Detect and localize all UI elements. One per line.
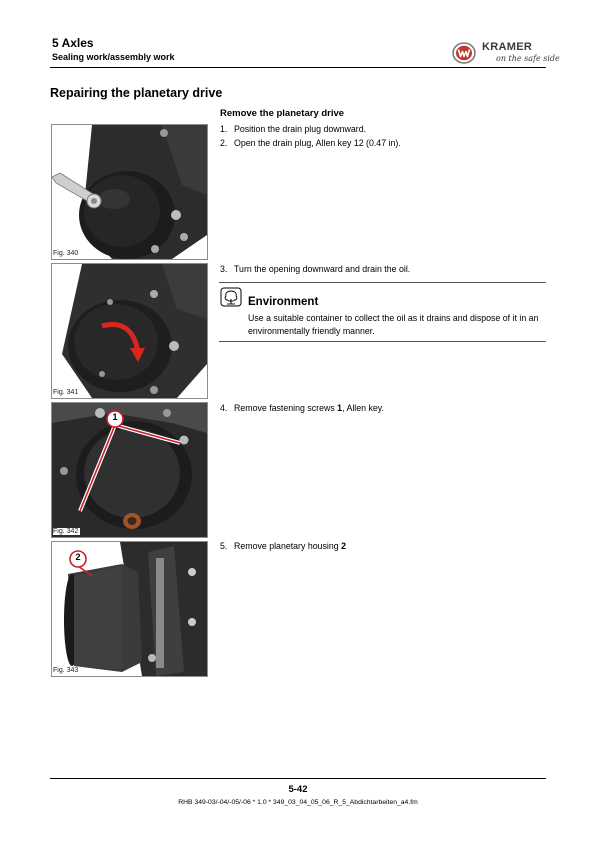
kramer-emblem-icon bbox=[451, 40, 481, 66]
step-3 bbox=[220, 264, 550, 274]
environment-text: Use a suitable container to collect the oil as it drains and dispose of it in an environmentally friendly manner. bbox=[248, 313, 539, 336]
figure-label: Fig. 343 bbox=[53, 667, 79, 674]
logo-tagline: on the safe side bbox=[496, 54, 560, 63]
environment-bottom-rule bbox=[219, 341, 546, 342]
step-reference-number: 1 bbox=[337, 403, 343, 413]
figure-label: Fig. 341 bbox=[53, 389, 79, 396]
step-text: Open the drain plug, Allen key 12 (0.47 in). bbox=[234, 138, 401, 148]
step-number: 2. bbox=[220, 138, 228, 148]
planetary-drive-screws-photo bbox=[52, 403, 207, 537]
step-text-suffix: , Allen key. bbox=[342, 403, 384, 413]
step-text: Remove fastening screws bbox=[234, 403, 338, 413]
planetary-drive-drain-plug-photo bbox=[52, 125, 207, 259]
step-4 bbox=[220, 403, 550, 413]
step-reference-number: 2 bbox=[341, 541, 346, 551]
tree-icon bbox=[220, 287, 242, 307]
planetary-housing-removal-photo bbox=[52, 542, 207, 676]
step-text: Turn the opening downward and drain the oil. bbox=[234, 264, 411, 274]
procedure-title: Remove the planetary drive bbox=[220, 108, 345, 119]
footer-divider bbox=[50, 778, 546, 779]
step-number: 1. bbox=[220, 124, 228, 134]
figure-341 bbox=[51, 263, 208, 399]
figure-label: Fig. 340 bbox=[53, 250, 79, 257]
step-text: Position the drain plug downward. bbox=[234, 124, 367, 134]
callout-1: 1 bbox=[112, 412, 118, 422]
chapter-heading: 5 Axles bbox=[52, 36, 94, 50]
step-1 bbox=[220, 124, 550, 134]
environment-top-rule bbox=[219, 282, 546, 283]
step-2 bbox=[220, 138, 550, 148]
document-reference: RHB 349-03/-04/-05/-06 * 1.0 * 349_03_04_05_06_R_5_Abdichtarbeiten_a4.fm bbox=[178, 799, 418, 806]
step-number: 4. bbox=[220, 403, 228, 413]
figure-340 bbox=[51, 124, 208, 260]
figure-label: Fig. 342 bbox=[53, 528, 79, 535]
planetary-drive-turn-photo bbox=[52, 264, 207, 398]
figure-343 bbox=[51, 541, 208, 677]
figure-342 bbox=[51, 402, 208, 538]
step-number: 5. bbox=[220, 541, 228, 551]
page-number: 5-42 bbox=[288, 784, 308, 795]
step-number: 3. bbox=[220, 264, 228, 274]
step-5 bbox=[220, 541, 550, 551]
header-divider bbox=[50, 67, 546, 68]
page-title: Repairing the planetary drive bbox=[50, 86, 223, 100]
step-text: Remove planetary housing bbox=[234, 541, 342, 551]
callout-2: 2 bbox=[75, 552, 81, 562]
section-heading: Sealing work/assembly work bbox=[52, 52, 175, 62]
logo-wordmark: KRAMER bbox=[482, 41, 533, 53]
environment-title: Environment bbox=[248, 296, 319, 308]
